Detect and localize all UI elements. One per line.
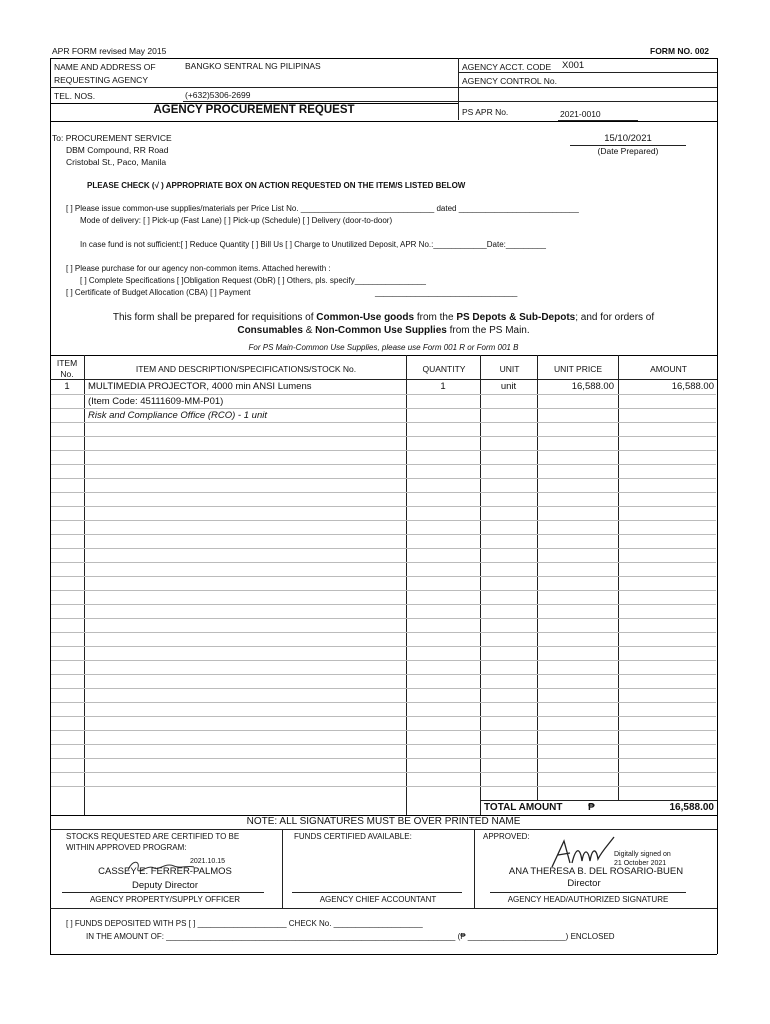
funds-certified: FUNDS CERTIFIED AVAILABLE: xyxy=(294,832,412,841)
form-number: FORM NO. 002 xyxy=(650,46,710,56)
right-signer-title: Director xyxy=(567,878,601,889)
row-amount: 16,588.00 xyxy=(671,381,714,392)
instruction-line-4: [ ] Please purchase for our agency non-common items. Attached herewith : xyxy=(66,264,331,273)
table-row-line xyxy=(51,506,716,507)
table-row-line xyxy=(51,394,716,395)
stocks-certified-2: WITHIN APPROVED PROGRAM: xyxy=(66,843,187,852)
col-unit: UNIT xyxy=(499,364,520,374)
left-signer-title: Deputy Director xyxy=(132,880,198,891)
left-signature-stamp: 2021.10.15 xyxy=(190,858,226,865)
table-row-line xyxy=(51,492,716,493)
instruction-line-2: Mode of delivery: [ ] Pick-up (Fast Lane) [ ] Pick-up (Schedule) [ ] Delivery (door-to-door) xyxy=(80,216,393,225)
acct-code-label: AGENCY ACCT. CODE xyxy=(462,62,552,72)
table-row-line xyxy=(51,618,716,619)
table-row-line xyxy=(51,422,716,423)
col-description: ITEM AND DESCRIPTION/SPECIFICATIONS/STOCK No. xyxy=(135,364,357,374)
row-quantity: 1 xyxy=(440,381,446,392)
ps-apr-label: PS APR No. xyxy=(462,107,509,117)
table-row-line xyxy=(51,548,716,549)
row-note: Risk and Compliance Office (RCO) - 1 unit xyxy=(88,410,267,421)
table-row-line xyxy=(51,590,716,591)
frame-bottom xyxy=(50,954,717,955)
digital-signature-1: Digitally signed on xyxy=(614,851,671,858)
amount-enclosed-line: IN THE AMOUNT OF: _________________________________________________________________ (₱ ______________________) ENCLOSED xyxy=(86,932,615,941)
to-line: To: PROCUREMENT SERVICE xyxy=(52,133,172,143)
table-row-line xyxy=(51,716,716,717)
form-note: This form shall be prepared for requisitions of Common-Use goods from the PS Depots & Sub-Depots; and for orders of xyxy=(112,312,655,323)
address-line-3: Cristobal St., Paco, Manila xyxy=(66,157,167,167)
digital-signature-2: 21 October 2021 xyxy=(614,860,667,867)
table-row-line xyxy=(51,702,716,703)
tel-value: (+632)5306-2699 xyxy=(185,90,251,100)
table-row-line xyxy=(51,786,716,787)
mid-signer-role: AGENCY CHIEF ACCOUNTANT xyxy=(319,895,437,904)
table-row-line xyxy=(51,772,716,773)
table-row-line xyxy=(51,520,716,521)
instruction-line-6-blank: ________________________________ xyxy=(375,288,518,297)
col-item-no-1: ITEM xyxy=(56,358,78,368)
name-address-label: NAME AND ADDRESS OF xyxy=(54,62,156,72)
date-prepared-label: (Date Prepared) xyxy=(597,146,659,156)
instruction-line-1: [ ] Please issue common-use supplies/materials per Price List No. ______________________________ dated ___________________________ xyxy=(66,204,579,213)
address-line-2: DBM Compound, RR Road xyxy=(66,145,169,155)
table-row-line xyxy=(51,464,716,465)
total-value: 16,588.00 xyxy=(669,802,714,813)
table-row-line xyxy=(51,660,716,661)
instruction-line-6: [ ] Certificate of Budget Allocation (CBA) [ ] Payment xyxy=(66,288,251,297)
form-revision: APR FORM revised May 2015 xyxy=(52,46,167,56)
ps-apr-value: 2021-0010 xyxy=(560,109,601,119)
right-signer-role: AGENCY HEAD/AUTHORIZED SIGNATURE xyxy=(507,895,669,904)
left-signer-name: CASSEY E. FERRER-PALMOS xyxy=(98,866,232,877)
instruction-line-5: [ ] Complete Specifications [ ]Obligation Request (ObR) [ ] Others, pls. specify________________ xyxy=(80,276,426,285)
col-unit-price: UNIT PRICE xyxy=(553,364,603,374)
table-row-line xyxy=(51,604,716,605)
table-row-line xyxy=(51,632,716,633)
date-prepared-value: 15/10/2021 xyxy=(604,133,652,144)
row-unit-price: 16,588.00 xyxy=(571,381,614,392)
table-row-line xyxy=(51,646,716,647)
table-row-line xyxy=(51,758,716,759)
table-row-line xyxy=(51,534,716,535)
table-row-line xyxy=(51,688,716,689)
table-row-line xyxy=(51,744,716,745)
left-signer-role: AGENCY PROPERTY/SUPPLY OFFICER xyxy=(89,895,241,904)
requesting-agency-label: REQUESTING AGENCY xyxy=(54,75,148,85)
table-row-line xyxy=(51,730,716,731)
total-label: TOTAL AMOUNT xyxy=(484,802,563,813)
frame-top xyxy=(50,58,717,59)
col-amount: AMOUNT xyxy=(650,364,687,374)
row-unit: unit xyxy=(500,381,517,392)
form-note-2: Consumables & Non-Common Use Supplies from the PS Main. xyxy=(237,325,530,336)
table-row-line xyxy=(51,436,716,437)
right-signer-name: ANA THERESA B. DEL ROSARIO-BUEN xyxy=(508,866,684,877)
instruction-line-3: In case fund is not sufficient:[ ] Reduce Quantity [ ] Bill Us [ ] Charge to Unutilized Deposit, APR No.:____________Date:_________ xyxy=(80,240,546,249)
table-row-line xyxy=(51,576,716,577)
currency-sign: ₱ xyxy=(588,802,595,813)
funds-deposited-line: [ ] FUNDS DEPOSITED WITH PS [ ] ____________________ CHECK No. ____________________ xyxy=(66,919,423,928)
approved-label: APPROVED: xyxy=(483,832,530,841)
row-item-no: 1 xyxy=(64,381,70,392)
row-item-code: (Item Code: 45111609-MM-P01) xyxy=(88,396,224,407)
table-row-line xyxy=(51,408,716,409)
signature-note: NOTE: ALL SIGNATURES MUST BE OVER PRINTED NAME xyxy=(246,816,521,827)
table-row-line xyxy=(51,478,716,479)
italic-note: For PS Main-Common Use Supplies, please use Form 001 R or Form 001 B xyxy=(248,343,519,352)
stocks-certified-1: STOCKS REQUESTED ARE CERTIFIED TO BE xyxy=(66,832,240,841)
acct-code-value: X001 xyxy=(562,60,585,71)
col-item-no-2: No. xyxy=(60,369,74,379)
row-description: MULTIMEDIA PROJECTOR, 4000 min ANSI Lumens xyxy=(88,381,312,392)
frame-right xyxy=(717,58,718,954)
table-row-line xyxy=(51,674,716,675)
control-label: AGENCY CONTROL No. xyxy=(462,76,557,86)
agency-name: BANGKO SENTRAL NG PILIPINAS xyxy=(185,61,321,71)
tel-label: TEL. NOS. xyxy=(54,91,96,101)
table-row-line xyxy=(51,450,716,451)
check-heading: PLEASE CHECK (√ ) APPROPRIATE BOX ON ACTION REQUESTED ON THE ITEM/S LISTED BELOW xyxy=(87,181,466,190)
table-row-line xyxy=(51,562,716,563)
form-title: AGENCY PROCUREMENT REQUEST xyxy=(153,104,355,116)
col-quantity: QUANTITY xyxy=(422,364,466,374)
